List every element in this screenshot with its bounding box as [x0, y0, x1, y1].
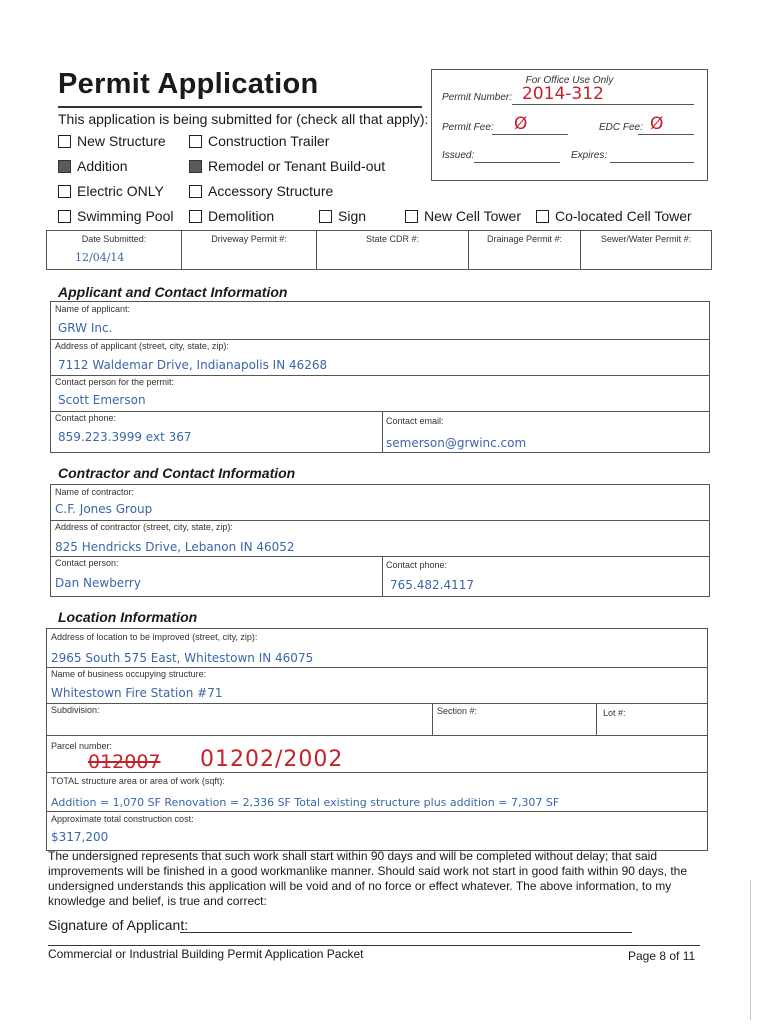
- state-cdr-label: State CDR #:: [365, 234, 420, 244]
- business-name-value[interactable]: Whitestown Fire Station #71: [51, 686, 223, 700]
- signature-line[interactable]: [180, 932, 632, 933]
- checkbox-box[interactable]: [189, 210, 202, 223]
- checkbox-new-structure[interactable]: [58, 133, 166, 149]
- checkbox-box-checked[interactable]: [58, 160, 71, 173]
- contractor-heading: Contractor and Contact Information: [58, 465, 296, 481]
- checkbox-label: Electric ONLY: [77, 183, 164, 199]
- business-name-label: Name of business occupying structure:: [51, 669, 207, 679]
- checkbox-label: Remodel or Tenant Build-out: [208, 158, 386, 174]
- checkbox-box[interactable]: [189, 135, 202, 148]
- edc-fee-label: EDC Fee:: [599, 122, 643, 133]
- cost-value[interactable]: $317,200: [51, 830, 109, 844]
- permit-number-value[interactable]: 2014-312: [522, 84, 604, 104]
- contractor-contact-value[interactable]: Dan Newberry: [55, 576, 141, 590]
- checkbox-box[interactable]: [58, 135, 71, 148]
- row-divider: [46, 811, 708, 812]
- checkbox-new-cell-tower[interactable]: [405, 208, 521, 224]
- office-use-box: [431, 69, 708, 181]
- page-title: Permit Application: [58, 68, 319, 100]
- location-heading: Location Information: [58, 609, 198, 625]
- permit-number-label: Permit Number:: [442, 92, 513, 103]
- contractor-name-label: Name of contractor:: [55, 487, 135, 497]
- permit-fee-value[interactable]: Ø: [514, 114, 528, 134]
- driveway-permit-cell[interactable]: [182, 231, 317, 269]
- contractor-contact-label: Contact person:: [55, 558, 119, 568]
- applicant-contact-label: Contact person for the permit:: [55, 377, 175, 387]
- sewer-permit-label: Sewer/Water Permit #:: [600, 234, 692, 244]
- office-use-header: For Office Use Only: [525, 75, 614, 86]
- checkbox-label: Demolition: [208, 208, 275, 224]
- drainage-permit-label: Drainage Permit #:: [486, 234, 563, 244]
- date-submitted-cell[interactable]: [47, 231, 182, 269]
- applicant-address-value[interactable]: 7112 Waldemar Drive, Indianapolis IN 46268: [58, 358, 328, 372]
- col-divider: [382, 411, 383, 453]
- contractor-phone-label: Contact phone:: [386, 560, 448, 570]
- checkbox-accessory-structure[interactable]: [189, 183, 333, 199]
- checkbox-label: New Structure: [77, 133, 166, 149]
- cost-label: Approximate total construction cost:: [51, 814, 194, 824]
- checkbox-box[interactable]: [536, 210, 549, 223]
- applicant-name-label: Name of applicant:: [55, 304, 131, 314]
- applicant-phone-value[interactable]: 859.223.3999 ext 367: [58, 430, 192, 444]
- parcel-label: Parcel number:: [51, 741, 113, 751]
- checkbox-label: Addition: [77, 158, 128, 174]
- col-divider: [596, 703, 597, 735]
- permit-fee-label: Permit Fee:: [442, 122, 494, 133]
- checkbox-addition[interactable]: [58, 158, 128, 174]
- title-divider: [58, 106, 422, 108]
- expires-label: Expires:: [571, 150, 608, 161]
- row-divider: [50, 375, 710, 376]
- checkbox-box[interactable]: [319, 210, 332, 223]
- checkbox-label: Sign: [338, 208, 367, 224]
- applicant-address-label: Address of applicant (street, city, state, zip):: [55, 341, 229, 351]
- checkbox-demolition[interactable]: [189, 208, 274, 224]
- row-divider: [50, 556, 710, 557]
- intro-text: This application is being submitted for (check all that apply):: [58, 111, 429, 127]
- row-divider: [46, 667, 708, 668]
- applicant-name-value[interactable]: GRW Inc.: [58, 321, 113, 335]
- state-cdr-cell[interactable]: [317, 231, 469, 269]
- lot-label: Lot #:: [603, 708, 626, 718]
- issued-label: Issued:: [442, 150, 475, 161]
- checkbox-box-checked[interactable]: [189, 160, 202, 173]
- checkbox-label: Swimming Pool: [77, 208, 174, 224]
- checkbox-sign[interactable]: [319, 208, 366, 224]
- subdivision-label: Subdivision:: [51, 705, 100, 715]
- contractor-address-value[interactable]: 825 Hendricks Drive, Lebanon IN 46052: [55, 540, 295, 554]
- checkbox-box[interactable]: [58, 210, 71, 223]
- section-label: Section #:: [437, 706, 478, 716]
- date-submitted-value: 12/04/14: [75, 251, 125, 264]
- location-address-value[interactable]: 2965 South 575 East, Whitestown IN 46075: [51, 651, 314, 665]
- drainage-permit-cell[interactable]: [469, 231, 581, 269]
- applicant-email-value[interactable]: semerson@grwinc.com: [386, 436, 527, 450]
- row-divider: [50, 339, 710, 340]
- checkbox-label: Accessory Structure: [208, 183, 334, 199]
- parcel-struck-value: 012007: [88, 751, 161, 773]
- permit-numbers-grid: [46, 230, 712, 270]
- area-label: TOTAL structure area or area of work (sqft):: [51, 776, 225, 786]
- checkbox-label: New Cell Tower: [424, 208, 521, 224]
- sewer-permit-cell[interactable]: [581, 231, 711, 269]
- checkbox-label: Construction Trailer: [208, 133, 330, 149]
- checkbox-label: Co-located Cell Tower: [555, 208, 692, 224]
- permit-fee-line: [492, 134, 568, 135]
- row-divider: [46, 735, 708, 736]
- issued-line[interactable]: [474, 162, 560, 163]
- col-divider: [432, 703, 433, 735]
- checkbox-remodel[interactable]: [189, 158, 385, 174]
- edc-fee-line: [638, 134, 694, 135]
- checkbox-construction-trailer[interactable]: [189, 133, 329, 149]
- applicant-heading: Applicant and Contact Information: [58, 284, 288, 300]
- driveway-permit-label: Driveway Permit #:: [211, 234, 287, 244]
- checkbox-swimming-pool[interactable]: [58, 208, 173, 224]
- expires-line[interactable]: [610, 162, 694, 163]
- area-value[interactable]: Addition = 1,070 SF Renovation = 2,336 SF Total existing structure plus addition = 7,307 SF: [51, 796, 560, 809]
- contractor-phone-value[interactable]: 765.482.4117: [390, 578, 474, 592]
- checkbox-co-located-cell-tower[interactable]: [536, 208, 692, 224]
- page-edge: [750, 880, 751, 1020]
- footer-packet-title: Commercial or Industrial Building Permit Application Packet: [48, 947, 364, 961]
- row-divider: [46, 703, 708, 704]
- permit-number-line: [512, 104, 694, 105]
- applicant-contact-value[interactable]: Scott Emerson: [58, 393, 146, 407]
- applicant-email-label: Contact email:: [386, 416, 444, 426]
- applicant-phone-label: Contact phone:: [55, 413, 117, 423]
- col-divider: [382, 556, 383, 597]
- footer-divider: [48, 945, 700, 946]
- location-address-label: Address of location to be improved (street, city, zip):: [51, 632, 258, 642]
- contractor-name-value[interactable]: C.F. Jones Group: [55, 502, 153, 516]
- footer-page-number: Page 8 of 11: [628, 949, 696, 963]
- contractor-address-label: Address of contractor (street, city, state, zip):: [55, 522, 233, 532]
- edc-fee-value[interactable]: Ø: [650, 114, 664, 134]
- checkbox-box[interactable]: [189, 185, 202, 198]
- row-divider: [50, 520, 710, 521]
- parcel-value[interactable]: 01202/2002: [200, 747, 344, 772]
- checkbox-box[interactable]: [405, 210, 418, 223]
- checkbox-box[interactable]: [58, 185, 71, 198]
- checkbox-electric-only[interactable]: [58, 183, 164, 199]
- date-submitted-label: Date Submitted:: [81, 234, 147, 244]
- row-divider: [50, 411, 710, 412]
- certification-statement: The undersigned represents that such work shall start within 90 days and will be completed without delay; that said improvements will be finished in a good workmanlike manner. Should said work not start in good faith within 90 days, the undersigned understands this application will be void and of no force or effect whatever. The above information, to my knowledge and belief, is true and correct:: [48, 849, 688, 908]
- signature-label: Signature of Applicant:: [48, 917, 189, 933]
